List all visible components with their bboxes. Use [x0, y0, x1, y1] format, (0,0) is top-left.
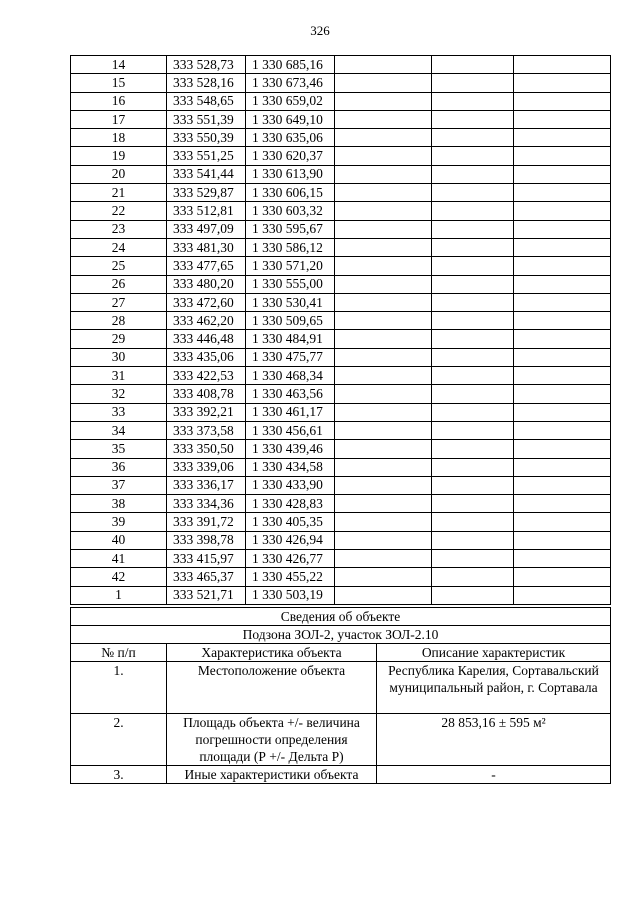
coordinate-row — [71, 403, 611, 421]
coord-x: 333 528,73 — [167, 56, 246, 74]
empty-cell — [335, 513, 432, 531]
empty-cell — [335, 293, 432, 311]
empty-cell — [335, 202, 432, 220]
empty-cell — [514, 568, 611, 586]
coord-x: 333 408,78 — [167, 385, 246, 403]
coord-x: 333 336,17 — [167, 476, 246, 494]
empty-cell — [335, 550, 432, 568]
empty-cell — [514, 165, 611, 183]
coord-y: 1 330 405,35 — [246, 513, 335, 531]
coord-x: 333 435,06 — [167, 348, 246, 366]
point-number: 33 — [71, 403, 167, 421]
coordinate-row — [71, 476, 611, 494]
empty-cell — [514, 348, 611, 366]
coordinate-row — [71, 293, 611, 311]
coord-y: 1 330 673,46 — [246, 74, 335, 92]
point-number: 23 — [71, 220, 167, 238]
empty-cell — [335, 586, 432, 604]
coordinate-row — [71, 421, 611, 439]
empty-cell — [432, 495, 514, 513]
point-number: 14 — [71, 56, 167, 74]
row-description: Республика Карелия, Сортавальский муниципальный район, г. Сортавала — [377, 662, 611, 714]
empty-cell — [432, 202, 514, 220]
coord-y: 1 330 456,61 — [246, 421, 335, 439]
coord-y: 1 330 685,16 — [246, 56, 335, 74]
info-row — [71, 766, 611, 784]
coordinate-row — [71, 110, 611, 128]
header-description: Описание характеристик — [377, 644, 611, 662]
coord-y: 1 330 606,15 — [246, 184, 335, 202]
coord-y: 1 330 509,65 — [246, 312, 335, 330]
empty-cell — [335, 275, 432, 293]
coord-y: 1 330 426,94 — [246, 531, 335, 549]
coordinate-row — [71, 440, 611, 458]
empty-cell — [335, 568, 432, 586]
coordinate-row — [71, 129, 611, 147]
empty-cell — [432, 110, 514, 128]
coord-y: 1 330 649,10 — [246, 110, 335, 128]
coordinate-row — [71, 550, 611, 568]
empty-cell — [514, 531, 611, 549]
empty-cell — [514, 586, 611, 604]
coord-x: 333 334,36 — [167, 495, 246, 513]
coord-x: 333 528,16 — [167, 74, 246, 92]
coordinate-row — [71, 74, 611, 92]
empty-cell — [432, 586, 514, 604]
coord-y: 1 330 620,37 — [246, 147, 335, 165]
empty-cell — [514, 476, 611, 494]
point-number: 16 — [71, 92, 167, 110]
point-number: 34 — [71, 421, 167, 439]
empty-cell — [432, 184, 514, 202]
empty-cell — [335, 56, 432, 74]
coordinate-row — [71, 165, 611, 183]
coord-y: 1 330 433,90 — [246, 476, 335, 494]
point-number: 39 — [71, 513, 167, 531]
empty-cell — [514, 92, 611, 110]
coord-y: 1 330 475,77 — [246, 348, 335, 366]
empty-cell — [432, 312, 514, 330]
coord-y: 1 330 468,34 — [246, 367, 335, 385]
coord-y: 1 330 595,67 — [246, 220, 335, 238]
info-row — [71, 714, 611, 766]
empty-cell — [432, 385, 514, 403]
empty-cell — [335, 92, 432, 110]
info-subtitle: Подзона ЗОЛ-2, участок ЗОЛ-2.10 — [71, 626, 611, 644]
empty-cell — [335, 257, 432, 275]
point-number: 29 — [71, 330, 167, 348]
point-number: 32 — [71, 385, 167, 403]
empty-cell — [432, 56, 514, 74]
coord-x: 333 462,20 — [167, 312, 246, 330]
coordinate-row — [71, 275, 611, 293]
coordinate-row — [71, 147, 611, 165]
coord-x: 333 541,44 — [167, 165, 246, 183]
coord-y: 1 330 463,56 — [246, 385, 335, 403]
point-number: 42 — [71, 568, 167, 586]
coord-y: 1 330 426,77 — [246, 550, 335, 568]
coord-y: 1 330 428,83 — [246, 495, 335, 513]
coord-x: 333 497,09 — [167, 220, 246, 238]
coordinate-row — [71, 385, 611, 403]
empty-cell — [335, 476, 432, 494]
coord-x: 333 512,81 — [167, 202, 246, 220]
empty-cell — [514, 220, 611, 238]
coord-x: 333 550,39 — [167, 129, 246, 147]
empty-cell — [335, 348, 432, 366]
coord-x: 333 446,48 — [167, 330, 246, 348]
coordinate-row — [71, 312, 611, 330]
coord-x: 333 529,87 — [167, 184, 246, 202]
info-row — [71, 662, 611, 714]
coordinate-row — [71, 586, 611, 604]
coordinate-row — [71, 568, 611, 586]
row-description: 28 853,16 ± 595 м² — [377, 714, 611, 766]
point-number: 21 — [71, 184, 167, 202]
empty-cell — [432, 531, 514, 549]
coordinate-row — [71, 92, 611, 110]
empty-cell — [514, 495, 611, 513]
coordinate-row — [71, 238, 611, 256]
point-number: 22 — [71, 202, 167, 220]
empty-cell — [514, 202, 611, 220]
coord-y: 1 330 434,58 — [246, 458, 335, 476]
coord-x: 333 392,21 — [167, 403, 246, 421]
page-number: 326 — [310, 23, 330, 38]
empty-cell — [335, 403, 432, 421]
header-characteristic: Характеристика объекта — [167, 644, 377, 662]
coordinate-row — [71, 220, 611, 238]
empty-cell — [514, 184, 611, 202]
coord-x: 333 465,37 — [167, 568, 246, 586]
point-number: 17 — [71, 110, 167, 128]
empty-cell — [432, 421, 514, 439]
coordinate-row — [71, 367, 611, 385]
point-number: 35 — [71, 440, 167, 458]
empty-cell — [514, 56, 611, 74]
coordinate-row — [71, 495, 611, 513]
point-number: 37 — [71, 476, 167, 494]
coordinates-table — [70, 55, 611, 605]
coord-x: 333 548,65 — [167, 92, 246, 110]
empty-cell — [335, 129, 432, 147]
empty-cell — [335, 495, 432, 513]
empty-cell — [335, 165, 432, 183]
coord-x: 333 480,20 — [167, 275, 246, 293]
point-number: 24 — [71, 238, 167, 256]
coord-y: 1 330 461,17 — [246, 403, 335, 421]
coord-y: 1 330 455,22 — [246, 568, 335, 586]
row-description: - — [377, 766, 611, 784]
empty-cell — [432, 513, 514, 531]
empty-cell — [432, 129, 514, 147]
empty-cell — [514, 275, 611, 293]
coord-y: 1 330 555,00 — [246, 275, 335, 293]
empty-cell — [514, 403, 611, 421]
empty-cell — [514, 74, 611, 92]
empty-cell — [432, 440, 514, 458]
point-number: 38 — [71, 495, 167, 513]
row-characteristic: Местоположение объекта — [167, 662, 377, 714]
coord-x: 333 398,78 — [167, 531, 246, 549]
point-number: 20 — [71, 165, 167, 183]
empty-cell — [432, 147, 514, 165]
empty-cell — [432, 348, 514, 366]
coordinate-row — [71, 513, 611, 531]
empty-cell — [335, 184, 432, 202]
empty-cell — [514, 458, 611, 476]
empty-cell — [335, 147, 432, 165]
empty-cell — [335, 385, 432, 403]
point-number: 1 — [71, 586, 167, 604]
point-number: 25 — [71, 257, 167, 275]
coord-x: 333 551,39 — [167, 110, 246, 128]
coord-x: 333 481,30 — [167, 238, 246, 256]
empty-cell — [335, 531, 432, 549]
row-num: 1. — [71, 662, 167, 714]
coordinate-row — [71, 458, 611, 476]
coordinate-row — [71, 56, 611, 74]
empty-cell — [514, 421, 611, 439]
coord-x: 333 472,60 — [167, 293, 246, 311]
coord-y: 1 330 586,12 — [246, 238, 335, 256]
empty-cell — [432, 367, 514, 385]
point-number: 36 — [71, 458, 167, 476]
point-number: 18 — [71, 129, 167, 147]
coord-y: 1 330 439,46 — [246, 440, 335, 458]
coord-y: 1 330 635,06 — [246, 129, 335, 147]
coord-y: 1 330 503,19 — [246, 586, 335, 604]
empty-cell — [335, 421, 432, 439]
empty-cell — [335, 74, 432, 92]
empty-cell — [432, 238, 514, 256]
coordinate-row — [71, 184, 611, 202]
coord-x: 333 391,72 — [167, 513, 246, 531]
coord-x: 333 521,71 — [167, 586, 246, 604]
coord-y: 1 330 659,02 — [246, 92, 335, 110]
coordinate-row — [71, 531, 611, 549]
empty-cell — [432, 220, 514, 238]
info-title: Сведения об объекте — [71, 608, 611, 626]
coord-x: 333 551,25 — [167, 147, 246, 165]
coord-y: 1 330 530,41 — [246, 293, 335, 311]
point-number: 31 — [71, 367, 167, 385]
empty-cell — [514, 513, 611, 531]
row-num: 2. — [71, 714, 167, 766]
empty-cell — [335, 367, 432, 385]
coord-y: 1 330 613,90 — [246, 165, 335, 183]
row-characteristic: Площадь объекта +/- величина погрешности определения площади (Р +/- Дельта Р) — [167, 714, 377, 766]
empty-cell — [432, 92, 514, 110]
empty-cell — [514, 238, 611, 256]
coord-x: 333 350,50 — [167, 440, 246, 458]
coordinate-row — [71, 257, 611, 275]
point-number: 26 — [71, 275, 167, 293]
coord-y: 1 330 571,20 — [246, 257, 335, 275]
empty-cell — [514, 367, 611, 385]
point-number: 19 — [71, 147, 167, 165]
header-num: № п/п — [71, 644, 167, 662]
point-number: 15 — [71, 74, 167, 92]
empty-cell — [432, 476, 514, 494]
empty-cell — [514, 312, 611, 330]
point-number: 41 — [71, 550, 167, 568]
empty-cell — [432, 74, 514, 92]
empty-cell — [335, 440, 432, 458]
empty-cell — [432, 568, 514, 586]
coord-x: 333 339,06 — [167, 458, 246, 476]
empty-cell — [514, 257, 611, 275]
empty-cell — [514, 550, 611, 568]
empty-cell — [432, 550, 514, 568]
empty-cell — [514, 293, 611, 311]
point-number: 28 — [71, 312, 167, 330]
empty-cell — [335, 220, 432, 238]
empty-cell — [514, 385, 611, 403]
empty-cell — [514, 440, 611, 458]
empty-cell — [432, 275, 514, 293]
coordinate-row — [71, 202, 611, 220]
coordinate-row — [71, 348, 611, 366]
point-number: 27 — [71, 293, 167, 311]
empty-cell — [514, 129, 611, 147]
empty-cell — [514, 110, 611, 128]
empty-cell — [335, 458, 432, 476]
empty-cell — [335, 330, 432, 348]
empty-cell — [432, 403, 514, 421]
point-number: 40 — [71, 531, 167, 549]
coord-x: 333 477,65 — [167, 257, 246, 275]
row-characteristic: Иные характеристики объекта — [167, 766, 377, 784]
empty-cell — [514, 147, 611, 165]
empty-cell — [432, 458, 514, 476]
row-num: 3. — [71, 766, 167, 784]
coord-x: 333 422,53 — [167, 367, 246, 385]
empty-cell — [335, 312, 432, 330]
empty-cell — [335, 238, 432, 256]
empty-cell — [335, 110, 432, 128]
empty-cell — [432, 293, 514, 311]
coordinate-row — [71, 330, 611, 348]
object-info-table — [70, 607, 611, 784]
empty-cell — [432, 330, 514, 348]
empty-cell — [432, 165, 514, 183]
empty-cell — [514, 330, 611, 348]
coord-x: 333 373,58 — [167, 421, 246, 439]
empty-cell — [432, 257, 514, 275]
coord-x: 333 415,97 — [167, 550, 246, 568]
point-number: 30 — [71, 348, 167, 366]
coord-y: 1 330 603,32 — [246, 202, 335, 220]
coord-y: 1 330 484,91 — [246, 330, 335, 348]
